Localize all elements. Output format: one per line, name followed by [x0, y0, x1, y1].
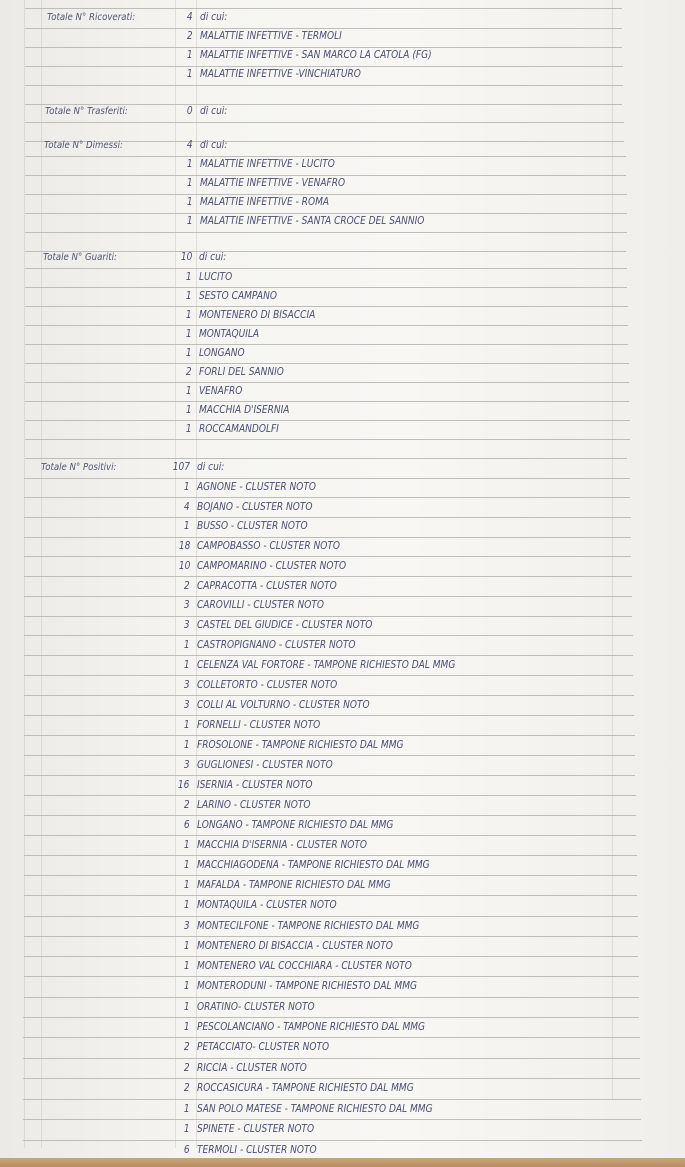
section-total-ricoverati: 4 [187, 11, 193, 24]
item-description: ISERNIA - CLUSTER NOTO [197, 778, 313, 791]
row-divider [23, 1017, 639, 1018]
section-suffix: di cui: [200, 11, 228, 24]
item-description: TERMOLI - CLUSTER NOTO [197, 1143, 317, 1156]
item-count: 2 [183, 1041, 190, 1054]
item-description: MALATTIE INFETTIVE -VINCHIATURO [200, 68, 361, 81]
item-count: 1 [186, 346, 192, 359]
item-count: 1 [187, 49, 193, 62]
item-count: 3 [184, 698, 190, 711]
item-count: 2 [183, 1082, 190, 1095]
item-count: 18 [178, 540, 190, 553]
item-description: MACCHIA D'ISERNIA - CLUSTER NOTO [197, 838, 368, 851]
row-divider [24, 997, 640, 998]
row-divider [25, 194, 627, 195]
item-description: MONTENERO DI BISACCIA - CLUSTER NOTO [197, 939, 393, 952]
desk-surface [0, 1158, 685, 1167]
item-description: CASTEL DEL GIUDICE - CLUSTER NOTO [197, 619, 373, 632]
row-divider [25, 382, 629, 383]
item-description: ORATINO- CLUSTER NOTO [197, 1000, 315, 1013]
item-description: CAROVILLI - CLUSTER NOTO [197, 599, 324, 612]
row-divider [23, 1037, 639, 1038]
item-description: ROCCASICURA - TAMPONE RICHIESTO DAL MMG [197, 1082, 414, 1095]
item-count: 1 [187, 177, 193, 190]
row-divider [25, 287, 627, 288]
item-count: 1 [186, 384, 192, 397]
item-description: MONTAQUILA [199, 327, 260, 340]
item-count: 10 [178, 559, 190, 572]
row-divider [24, 517, 631, 518]
column-line [612, 0, 613, 1100]
item-description: MAFALDA - TAMPONE RICHIESTO DAL MMG [197, 879, 391, 892]
item-description: FORLI DEL SANNIO [199, 365, 284, 378]
item-count: 1 [183, 1102, 190, 1115]
row-divider [24, 596, 632, 597]
row-divider [24, 815, 636, 816]
item-description: CELENZA VAL FORTORE - TAMPONE RICHIESTO DAL MMG [197, 658, 456, 671]
row-divider [24, 855, 637, 856]
item-description: MONTAQUILA - CLUSTER NOTO [197, 899, 337, 912]
item-description: MALATTIE INFETTIVE - SANTA CROCE DEL SANNIO [200, 215, 425, 228]
item-count: 2 [183, 798, 190, 811]
row-divider [25, 363, 629, 364]
item-description: MONTERODUNI - TAMPONE RICHIESTO DAL MMG [197, 980, 418, 993]
item-count: 1 [184, 481, 190, 494]
row-divider [25, 122, 624, 123]
item-description: PESCOLANCIANO - TAMPONE RICHIESTO DAL MMG [197, 1021, 426, 1034]
item-count: 1 [186, 308, 192, 321]
row-divider [23, 1140, 641, 1141]
row-divider [24, 675, 634, 676]
row-divider [25, 156, 626, 157]
item-count: 1 [183, 879, 190, 892]
item-description: CASTROPIGNANO - CLUSTER NOTO [197, 639, 356, 651]
section-suffix: di cui: [199, 251, 227, 264]
item-description: ROCCAMANDOLFI [199, 422, 279, 435]
section-total-trasferiti: 0 [187, 105, 193, 118]
item-count: 1 [187, 215, 193, 228]
item-count: 1 [183, 858, 190, 871]
item-count: 6 [183, 1143, 190, 1156]
row-divider [24, 655, 633, 656]
item-count: 1 [183, 1123, 190, 1136]
item-description: FROSOLONE - TAMPONE RICHIESTO DAL MMG [197, 738, 404, 751]
row-divider [24, 695, 634, 696]
item-description: MALATTIE INFETTIVE - LUCITO [200, 158, 335, 171]
item-count: 1 [184, 520, 190, 533]
row-divider [25, 268, 627, 269]
row-divider [25, 439, 630, 440]
item-count: 1 [183, 939, 190, 952]
item-count: 1 [183, 718, 190, 731]
row-divider [24, 775, 636, 776]
row-divider [25, 213, 627, 214]
item-description: AGNONE - CLUSTER NOTO [197, 481, 317, 494]
row-divider [24, 556, 631, 557]
row-divider [24, 735, 635, 736]
row-divider [24, 497, 630, 498]
section-label-trasferiti: Totale N° Trasferiti: [45, 105, 128, 117]
item-count: 1 [183, 738, 190, 751]
item-count: 1 [186, 289, 192, 302]
item-count: 2 [187, 30, 193, 43]
item-description: BOJANO - CLUSTER NOTO [197, 500, 313, 513]
row-divider [23, 1058, 640, 1059]
row-divider [24, 478, 630, 479]
row-divider [25, 85, 623, 86]
row-divider [24, 715, 634, 716]
item-count: 1 [184, 658, 190, 671]
row-divider [23, 1099, 640, 1100]
row-divider [24, 875, 637, 876]
row-divider [24, 976, 639, 977]
item-count: 1 [183, 838, 190, 851]
row-divider [23, 1119, 641, 1120]
row-divider [24, 576, 632, 577]
item-count: 1 [183, 980, 190, 993]
item-description: SESTO CAMPANO [199, 289, 277, 302]
item-count: 1 [186, 422, 192, 435]
item-description: FORNELLI - CLUSTER NOTO [197, 718, 321, 731]
item-description: PETACCIATO- CLUSTER NOTO [197, 1041, 330, 1054]
item-count: 3 [183, 758, 190, 771]
item-description: MALATTIE INFETTIVE - SAN MARCO LA CATOLA (FG) [200, 49, 432, 62]
row-divider [25, 66, 623, 67]
row-divider [24, 956, 639, 957]
item-description: LARINO - CLUSTER NOTO [197, 798, 311, 811]
item-description: MALATTIE INFETTIVE - TERMOLI [200, 30, 342, 43]
item-count: 1 [186, 270, 192, 283]
item-description: MALATTIE INFETTIVE - ROMA [200, 196, 330, 209]
item-description: MONTENERO DI BISACCIA [199, 308, 316, 321]
item-description: GUGLIONESI - CLUSTER NOTO [197, 758, 333, 771]
section-total-dimessi: 4 [187, 139, 193, 152]
item-description: CAMPOMARINO - CLUSTER NOTO [197, 559, 347, 572]
row-divider [25, 28, 622, 29]
item-description: COLLI AL VOLTURNO - CLUSTER NOTO [197, 698, 370, 711]
row-divider [25, 47, 622, 48]
item-description: MONTENERO VAL COCCHIARA - CLUSTER NOTO [197, 960, 412, 973]
section-total-positivi: 107 [172, 461, 190, 474]
row-divider [25, 232, 627, 233]
row-divider [25, 325, 628, 326]
item-description: MACCHIAGODENA - TAMPONE RICHIESTO DAL MMG [197, 858, 430, 871]
item-count: 3 [183, 919, 190, 932]
item-description: SPINETE - CLUSTER NOTO [197, 1123, 315, 1136]
row-divider [25, 8, 622, 9]
item-count: 2 [183, 1061, 190, 1074]
row-divider [24, 635, 633, 636]
item-count: 1 [183, 960, 190, 973]
section-label-positivi: Totale N° Positivi: [41, 461, 117, 473]
section-suffix: di cui: [200, 139, 228, 152]
row-divider [25, 401, 630, 402]
item-description: MACCHIA D'ISERNIA [199, 403, 290, 416]
item-count: 6 [183, 818, 190, 831]
item-count: 1 [186, 403, 192, 416]
row-divider [24, 835, 637, 836]
row-divider [24, 537, 631, 538]
item-description: VENAFRO [199, 384, 243, 397]
row-divider [25, 344, 628, 345]
item-count: 1 [183, 1000, 190, 1013]
row-divider [24, 795, 636, 796]
item-description: CAPRACOTTA - CLUSTER NOTO [197, 579, 337, 592]
row-divider [25, 306, 628, 307]
item-count: 16 [178, 778, 190, 791]
row-divider [24, 895, 638, 896]
row-divider [23, 1078, 640, 1079]
item-description: LONGANO - TAMPONE RICHIESTO DAL MMG [197, 818, 394, 831]
item-count: 3 [184, 599, 190, 612]
item-description: MALATTIE INFETTIVE - VENAFRO [200, 177, 346, 190]
item-count: 3 [184, 619, 190, 632]
item-description: RICCIA - CLUSTER NOTO [197, 1061, 307, 1074]
item-count: 3 [184, 678, 190, 691]
item-count: 4 [184, 500, 190, 513]
item-description: COLLETORTO - CLUSTER NOTO [197, 678, 338, 691]
section-suffix: di cui: [200, 105, 228, 118]
item-description: SAN POLO MATESE - TAMPONE RICHIESTO DAL MMG [197, 1102, 433, 1115]
section-label-ricoverati: Totale N° Ricoverati: [47, 11, 136, 23]
item-description: LONGANO [199, 346, 245, 359]
item-count: 1 [187, 68, 193, 81]
item-count: 2 [184, 579, 190, 592]
item-description: LUCITO [199, 270, 233, 283]
item-count: 2 [186, 365, 192, 378]
section-label-guariti: Totale N° Guariti: [43, 251, 117, 263]
section-total-guariti: 10 [180, 251, 192, 264]
item-description: MONTECILFONE - TAMPONE RICHIESTO DAL MMG [197, 919, 420, 932]
section-label-dimessi: Totale N° Dimessi: [44, 139, 123, 151]
item-description: BUSSO - CLUSTER NOTO [197, 520, 308, 533]
row-divider [24, 936, 638, 937]
item-count: 1 [187, 196, 193, 209]
item-description: CAMPOBASSO - CLUSTER NOTO [197, 540, 340, 553]
item-count: 1 [183, 1021, 190, 1034]
item-count: 1 [186, 327, 192, 340]
section-suffix: di cui: [197, 461, 225, 474]
row-divider [24, 755, 635, 756]
item-count: 1 [184, 639, 190, 651]
row-divider [24, 616, 633, 617]
row-divider [25, 175, 626, 176]
item-count: 1 [183, 899, 190, 912]
row-divider [25, 420, 630, 421]
row-divider [24, 916, 638, 917]
item-count: 1 [187, 158, 193, 171]
row-divider [25, 458, 627, 459]
